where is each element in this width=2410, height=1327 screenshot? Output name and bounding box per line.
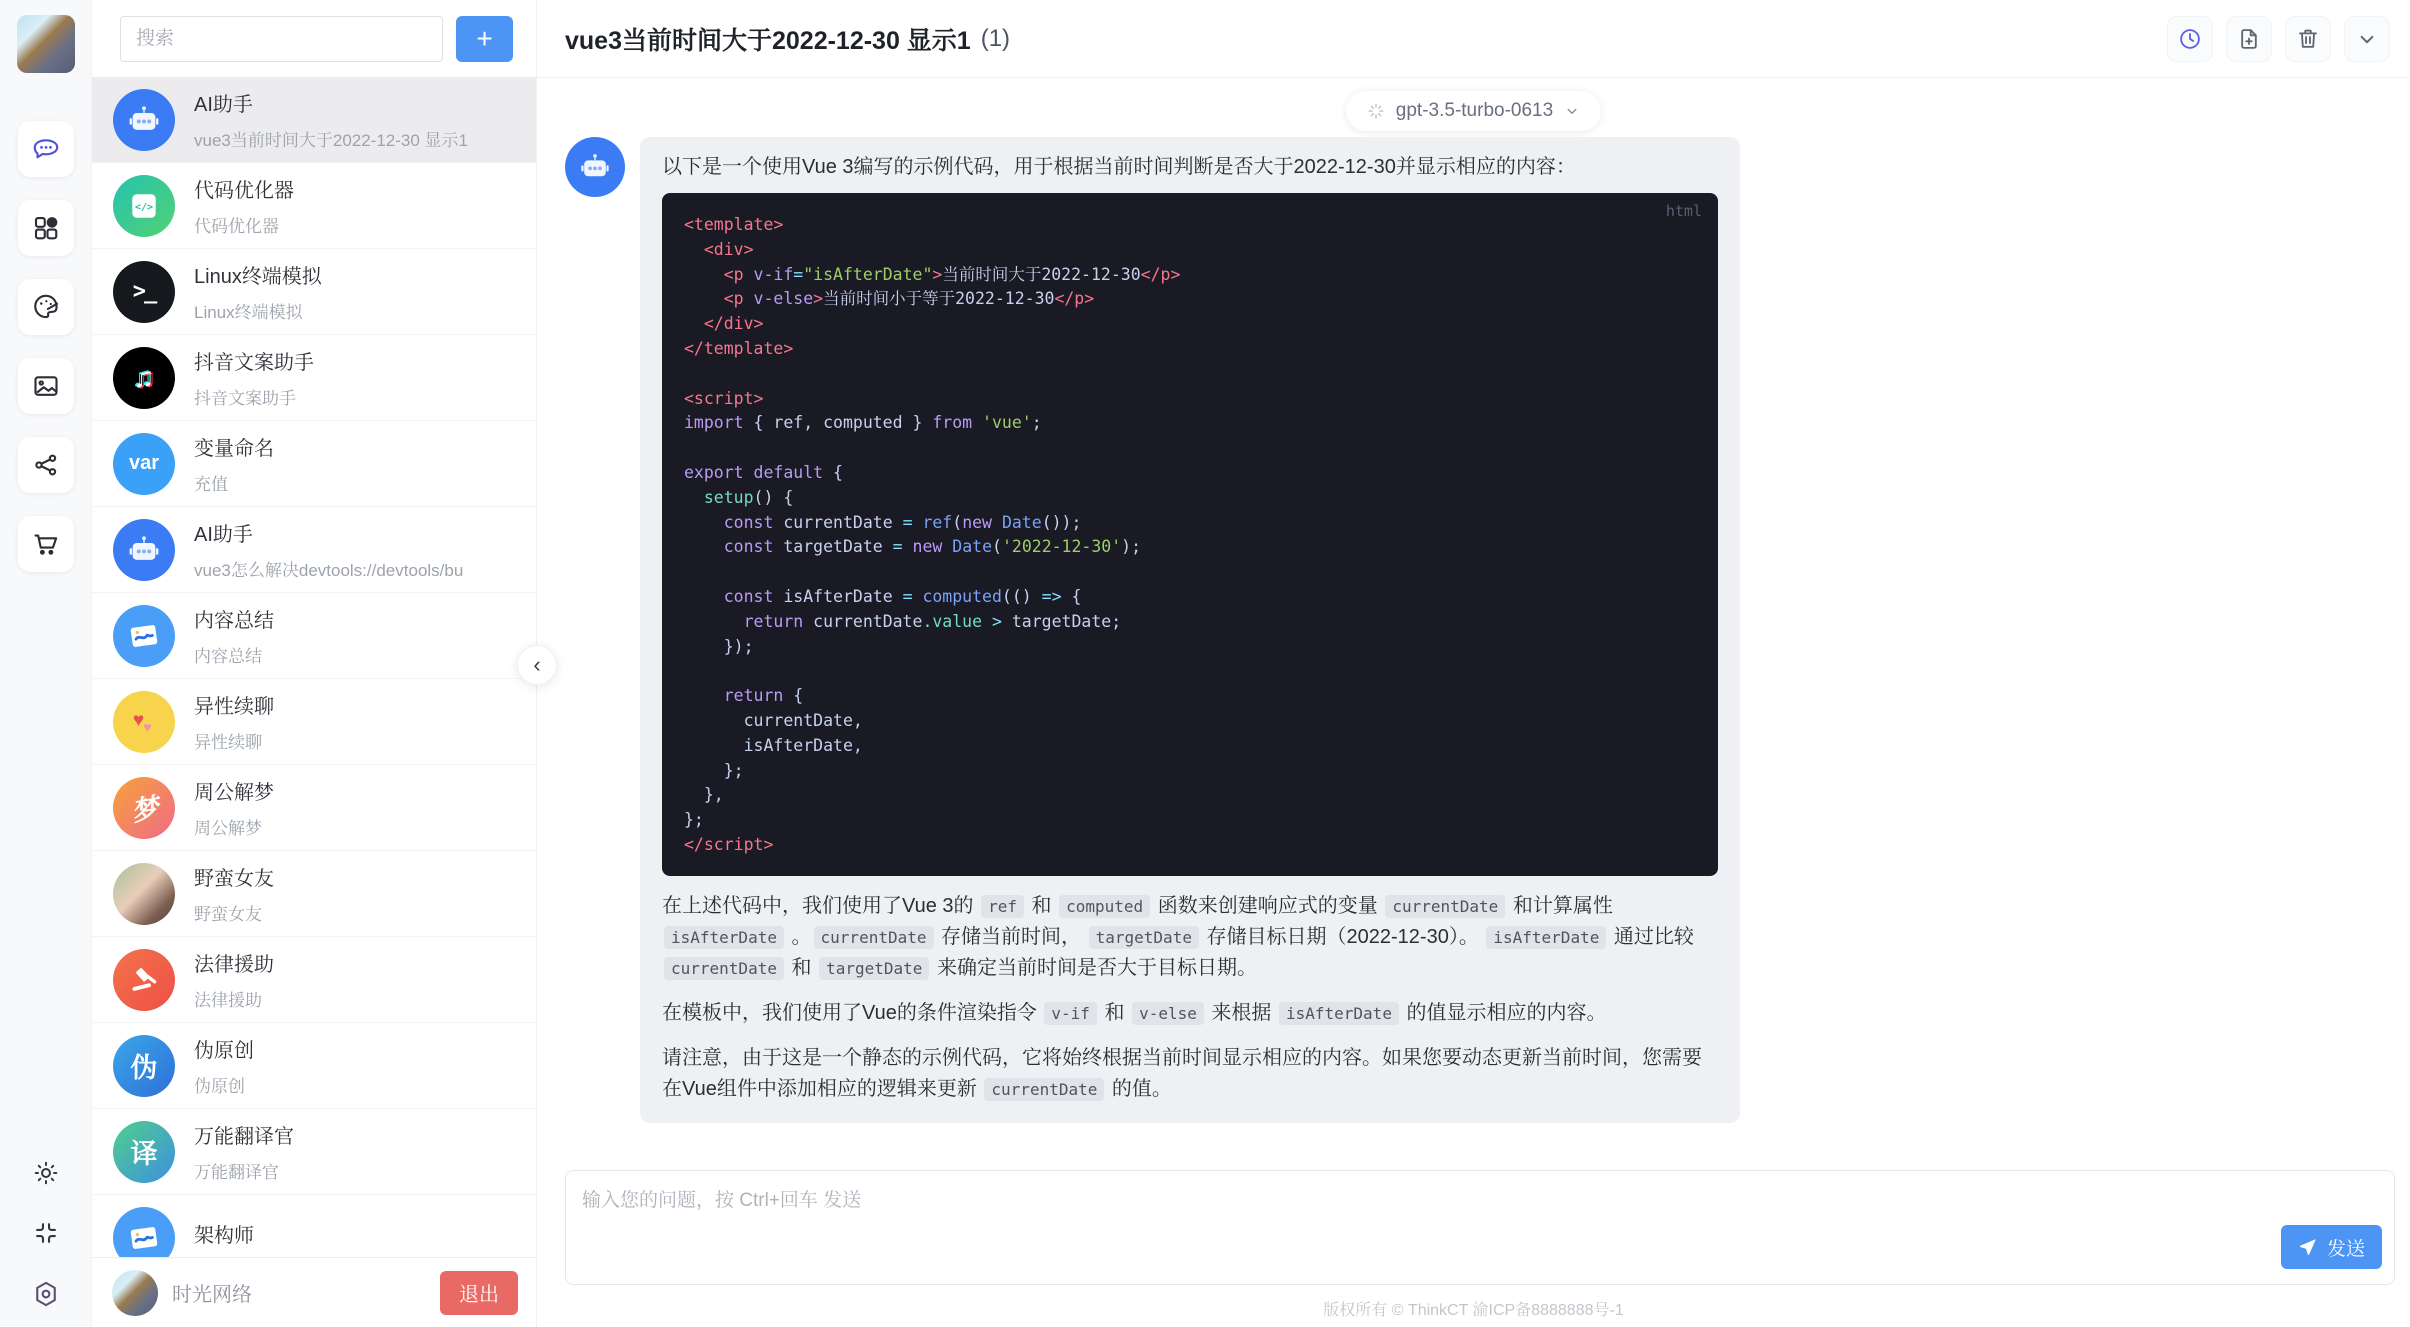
assistant-item-meta (194, 604, 516, 667)
assistant-item-meta (194, 432, 516, 495)
rail-bottom (31, 1159, 61, 1309)
assistant-item-title: 异性续聊 (194, 696, 274, 718)
header-actions (2167, 16, 2390, 62)
palette-icon (31, 292, 61, 322)
sidebar-collapse-handle[interactable] (517, 645, 557, 685)
code-line (684, 362, 1696, 387)
message-paragraph: 在模板中，我们使用了Vue的条件渲染指令 v-if 和 v-else 来根据 isAfterDate 的值显示相应的内容。 (662, 1001, 1607, 1024)
message-intro: 以下是一个使用Vue 3编写的示例代码，用于根据当前时间判断是否大于2022-12-30并显示相应的内容： (662, 156, 1576, 178)
send-button[interactable] (2281, 1225, 2382, 1269)
assistant-item-subtitle: 野蛮女友 (194, 905, 262, 924)
assistant-item-subtitle: 伪原创 (194, 1077, 245, 1096)
chevron-left-icon: ‹ (533, 652, 541, 677)
letter-icon: 梦 (128, 792, 161, 828)
assistant-item-subtitle: 抖音文案助手 (194, 389, 296, 408)
inline-code: v-if (1044, 1002, 1097, 1025)
tiktok-icon: ♫ (133, 361, 155, 393)
assistant-item-avatar (113, 89, 175, 151)
rail-nav (18, 121, 74, 572)
gavel-icon (126, 962, 162, 998)
new-chat-button[interactable] (2226, 16, 2272, 62)
rail-item-share[interactable] (18, 437, 74, 493)
model-selector[interactable] (1346, 91, 1601, 131)
list-item[interactable] (92, 851, 536, 937)
collapse-panel-button[interactable] (2344, 16, 2390, 62)
inline-code: computed (1059, 895, 1150, 918)
list-item[interactable] (92, 507, 536, 593)
chevron-down-icon (1563, 102, 1581, 120)
assistant-item-avatar (113, 949, 175, 1011)
assistant-item-avatar (113, 1121, 175, 1183)
assistant-item-avatar (113, 347, 175, 409)
code-line: setup() { (703, 487, 794, 507)
assistant-item-avatar (113, 1207, 175, 1258)
user-name: 时光网络 (172, 1284, 252, 1306)
assistant-item-meta (194, 1219, 516, 1257)
user-avatar[interactable] (112, 1270, 158, 1316)
svg-text:</>: </> (134, 201, 154, 213)
assistant-item-avatar (113, 863, 175, 925)
code-line: <script> (684, 388, 764, 408)
assistant-item-avatar (113, 519, 175, 581)
code-icon (125, 187, 163, 225)
search-input[interactable] (120, 16, 443, 62)
code-language-label: html (1665, 202, 1702, 220)
rail-item-image[interactable] (18, 358, 74, 414)
rail-item-chat[interactable] (18, 121, 74, 177)
letter-icon: var (128, 452, 160, 474)
icon-rail (0, 0, 92, 1327)
assistant-item-meta (194, 518, 516, 581)
sidebar-footer (92, 1257, 536, 1327)
assistant-item-meta (194, 88, 516, 151)
inline-code: targetDate (819, 957, 929, 980)
svg-text:♥: ♥ (132, 709, 145, 731)
list-item[interactable] (92, 765, 536, 851)
inline-code: currentDate (984, 1078, 1104, 1101)
assistant-item-title: 变量命名 (194, 438, 274, 460)
page-title: vue3当前时间大于2022-12-30 显示1 (565, 26, 971, 55)
inline-code: currentDate (1385, 895, 1505, 918)
assistant-item-title: 抖音文案助手 (194, 352, 314, 374)
assistant-item-title: 周公解梦 (194, 782, 274, 804)
main-area (537, 0, 2410, 1327)
inline-code: targetDate (1089, 926, 1199, 949)
rail-item-shop[interactable] (18, 516, 74, 572)
inline-code: isAfterDate (1486, 926, 1606, 949)
assistant-item-meta (194, 1034, 516, 1097)
assistant-item-avatar (113, 433, 175, 495)
code-line (684, 659, 1696, 684)
message-input[interactable] (566, 1171, 2394, 1284)
assistant-item-subtitle: 内容总结 (194, 647, 262, 666)
message-count: (1) (980, 24, 1011, 52)
image-icon (31, 371, 61, 401)
search-row (92, 0, 536, 77)
model-name: gpt-3.5-turbo-0613 (1395, 100, 1554, 121)
code-line: const currentDate = ref(new Date()); (723, 512, 1082, 532)
code-line: <p v-else>当前时间小于等于2022-12-30</p> (684, 289, 1095, 309)
assistant-item-meta (194, 260, 516, 323)
paper-plane-icon (2298, 1237, 2318, 1257)
app-logo-avatar[interactable] (17, 15, 75, 73)
delete-chat-button[interactable] (2285, 16, 2331, 62)
code-line: </template> (684, 338, 794, 358)
code-block (662, 193, 1718, 876)
history-button[interactable] (2167, 16, 2213, 62)
new-file-icon (2236, 26, 2262, 52)
list-item[interactable] (92, 77, 536, 163)
code-line: export default { (684, 462, 843, 482)
chat-area (537, 78, 2410, 1327)
assistant-item-subtitle: 异性续聊 (194, 733, 262, 752)
list-item[interactable] (92, 163, 536, 249)
assistant-item-avatar (113, 777, 175, 839)
code-lines (684, 213, 1696, 858)
logout-button[interactable]: 退出 (440, 1271, 518, 1315)
message-paragraphs (662, 891, 1718, 1105)
assistant-item-meta (194, 948, 516, 1011)
svg-text:♥: ♥ (143, 719, 152, 736)
code-line: currentDate, (684, 710, 863, 730)
sidebar (92, 0, 537, 1327)
assistant-item-title: 伪原创 (194, 1040, 254, 1062)
code-line: return { (723, 686, 804, 706)
message-paragraph: 在上述代码中，我们使用了Vue 3的 ref 和 computed 函数来创建响应式的变量 currentDate 和计算属性 isAfterDate 。 currentDate 存储当前时间， targetDate 存储目标日期（2022-12-30）。 isAfterDate 通过比较 currentDate 和 targetDate 来确定当前时间是否大于目标日期。 (662, 894, 1694, 979)
assistant-item-avatar (113, 175, 175, 237)
assistant-item-subtitle: 法律援助 (194, 991, 262, 1010)
robot-icon (125, 101, 163, 139)
assistant-item-title: AI助手 (194, 524, 253, 546)
rail-item-drawing[interactable] (18, 279, 74, 335)
assistant-item-title: AI助手 (194, 94, 253, 116)
settings-icon[interactable] (31, 1279, 61, 1309)
list-item[interactable] (92, 593, 536, 679)
assistant-avatar (565, 137, 625, 197)
assistant-item-subtitle: 万能翻译官 (194, 1163, 279, 1182)
list-item[interactable] (92, 1109, 536, 1195)
assistant-item-subtitle: vue3当前时间大于2022-12-30 显示1 (194, 131, 469, 150)
assistant-message-row (537, 131, 2410, 1123)
code-line: import { ref, computed } from 'vue'; (684, 413, 1042, 433)
list-item[interactable] (92, 937, 536, 1023)
code-line: }, (684, 785, 724, 805)
assistant-item-title: Linux终端模拟 (194, 266, 322, 288)
main-header (537, 0, 2410, 78)
apps-grid-icon (31, 213, 61, 243)
list-item[interactable] (92, 679, 536, 765)
inline-code: isAfterDate (1279, 1002, 1399, 1025)
code-line: isAfterDate, (684, 735, 863, 755)
assistant-item-subtitle: 代码优化器 (194, 217, 279, 236)
document-icon (124, 616, 164, 656)
document-icon (124, 1218, 164, 1258)
hearts-icon (125, 703, 163, 741)
assistant-item-avatar (113, 691, 175, 753)
code-line: <template> (684, 215, 784, 234)
code-line (684, 436, 1696, 461)
assistant-item-meta (194, 690, 516, 753)
robot-icon (125, 531, 163, 569)
assistant-item-avatar (113, 1035, 175, 1097)
list-item[interactable] (92, 421, 536, 507)
chat-icon (31, 134, 61, 164)
assistant-item-meta (194, 776, 516, 839)
code-line: const targetDate = new Date('2022-12-30'); (723, 537, 1142, 557)
assistant-item-title: 内容总结 (194, 610, 274, 632)
assistant-item-meta (194, 174, 516, 237)
compress-icon[interactable] (32, 1219, 60, 1247)
assistant-item-meta (194, 1120, 516, 1183)
composer (565, 1170, 2395, 1285)
add-assistant-button[interactable]: + (456, 16, 513, 62)
assistant-item-subtitle: Linux终端模拟 (194, 303, 303, 322)
assistant-item-avatar (113, 605, 175, 667)
copyright: 版权所有 © ThinkCT 渝ICP备8888888号-1 (1323, 1302, 1624, 1319)
assistant-item-subtitle: 周公解梦 (194, 819, 262, 838)
chevron-down-icon (2354, 26, 2380, 52)
inline-code: isAfterDate (664, 926, 784, 949)
assistant-item-title: 架构师 (194, 1224, 254, 1247)
code-line (684, 560, 1696, 585)
code-line: <p v-if="isAfterDate">当前时间大于2022-12-30</p> (684, 264, 1181, 284)
code-line: </div> (684, 314, 764, 334)
assistant-item-subtitle: 充值 (194, 475, 228, 494)
robot-icon (577, 149, 613, 185)
trash-icon (2295, 26, 2321, 52)
message-paragraph: 请注意，由于这是一个静态的示例代码，它将始终根据当前时间显示相应的内容。如果您要动态更新当前时间，您需要在Vue组件中添加相应的逻辑来更新 currentDate 的值。 (662, 1046, 1702, 1100)
list-item[interactable] (92, 1195, 536, 1257)
code-line: }); (684, 636, 754, 656)
inline-code: ref (981, 895, 1024, 918)
inline-code: currentDate (814, 926, 934, 949)
letter-icon: 译 (130, 1139, 158, 1169)
assistant-item-subtitle: vue3怎么解决devtools://devtools/bu (194, 561, 464, 580)
rail-item-apps[interactable] (18, 200, 74, 256)
assistant-item-title: 万能翻译官 (194, 1126, 294, 1148)
inline-code: v-else (1132, 1002, 1204, 1025)
terminal-icon: >_ (132, 279, 156, 304)
assistant-item-title: 野蛮女友 (194, 868, 274, 890)
code-line: }; (684, 760, 744, 780)
list-item[interactable] (92, 335, 536, 421)
list-item[interactable] (92, 1023, 536, 1109)
share-icon (31, 450, 61, 480)
assistant-item-title: 代码优化器 (194, 180, 294, 202)
letter-icon: 伪 (130, 1053, 158, 1083)
send-label: 发送 (2326, 1238, 2365, 1260)
code-line: <div> (684, 239, 754, 259)
assistant-item-title: 法律援助 (194, 954, 274, 976)
assistant-message-bubble (640, 137, 1740, 1123)
sun-theme-icon[interactable] (32, 1159, 60, 1187)
assistant-item-meta (194, 862, 516, 925)
assistant-item-meta (194, 346, 516, 409)
cart-icon (31, 529, 61, 559)
code-line: </script> (684, 834, 774, 854)
assistant-list (92, 77, 536, 1257)
list-item[interactable] (92, 249, 536, 335)
history-clock-icon (2177, 26, 2203, 52)
inline-code: currentDate (664, 957, 784, 980)
code-line: return currentDate.value > targetDate; (743, 611, 1122, 631)
code-line: const isAfterDate = computed(() => { (723, 586, 1082, 606)
assistant-item-avatar (113, 261, 175, 323)
code-line: }; (684, 810, 704, 830)
sparkle-icon (1366, 101, 1386, 121)
